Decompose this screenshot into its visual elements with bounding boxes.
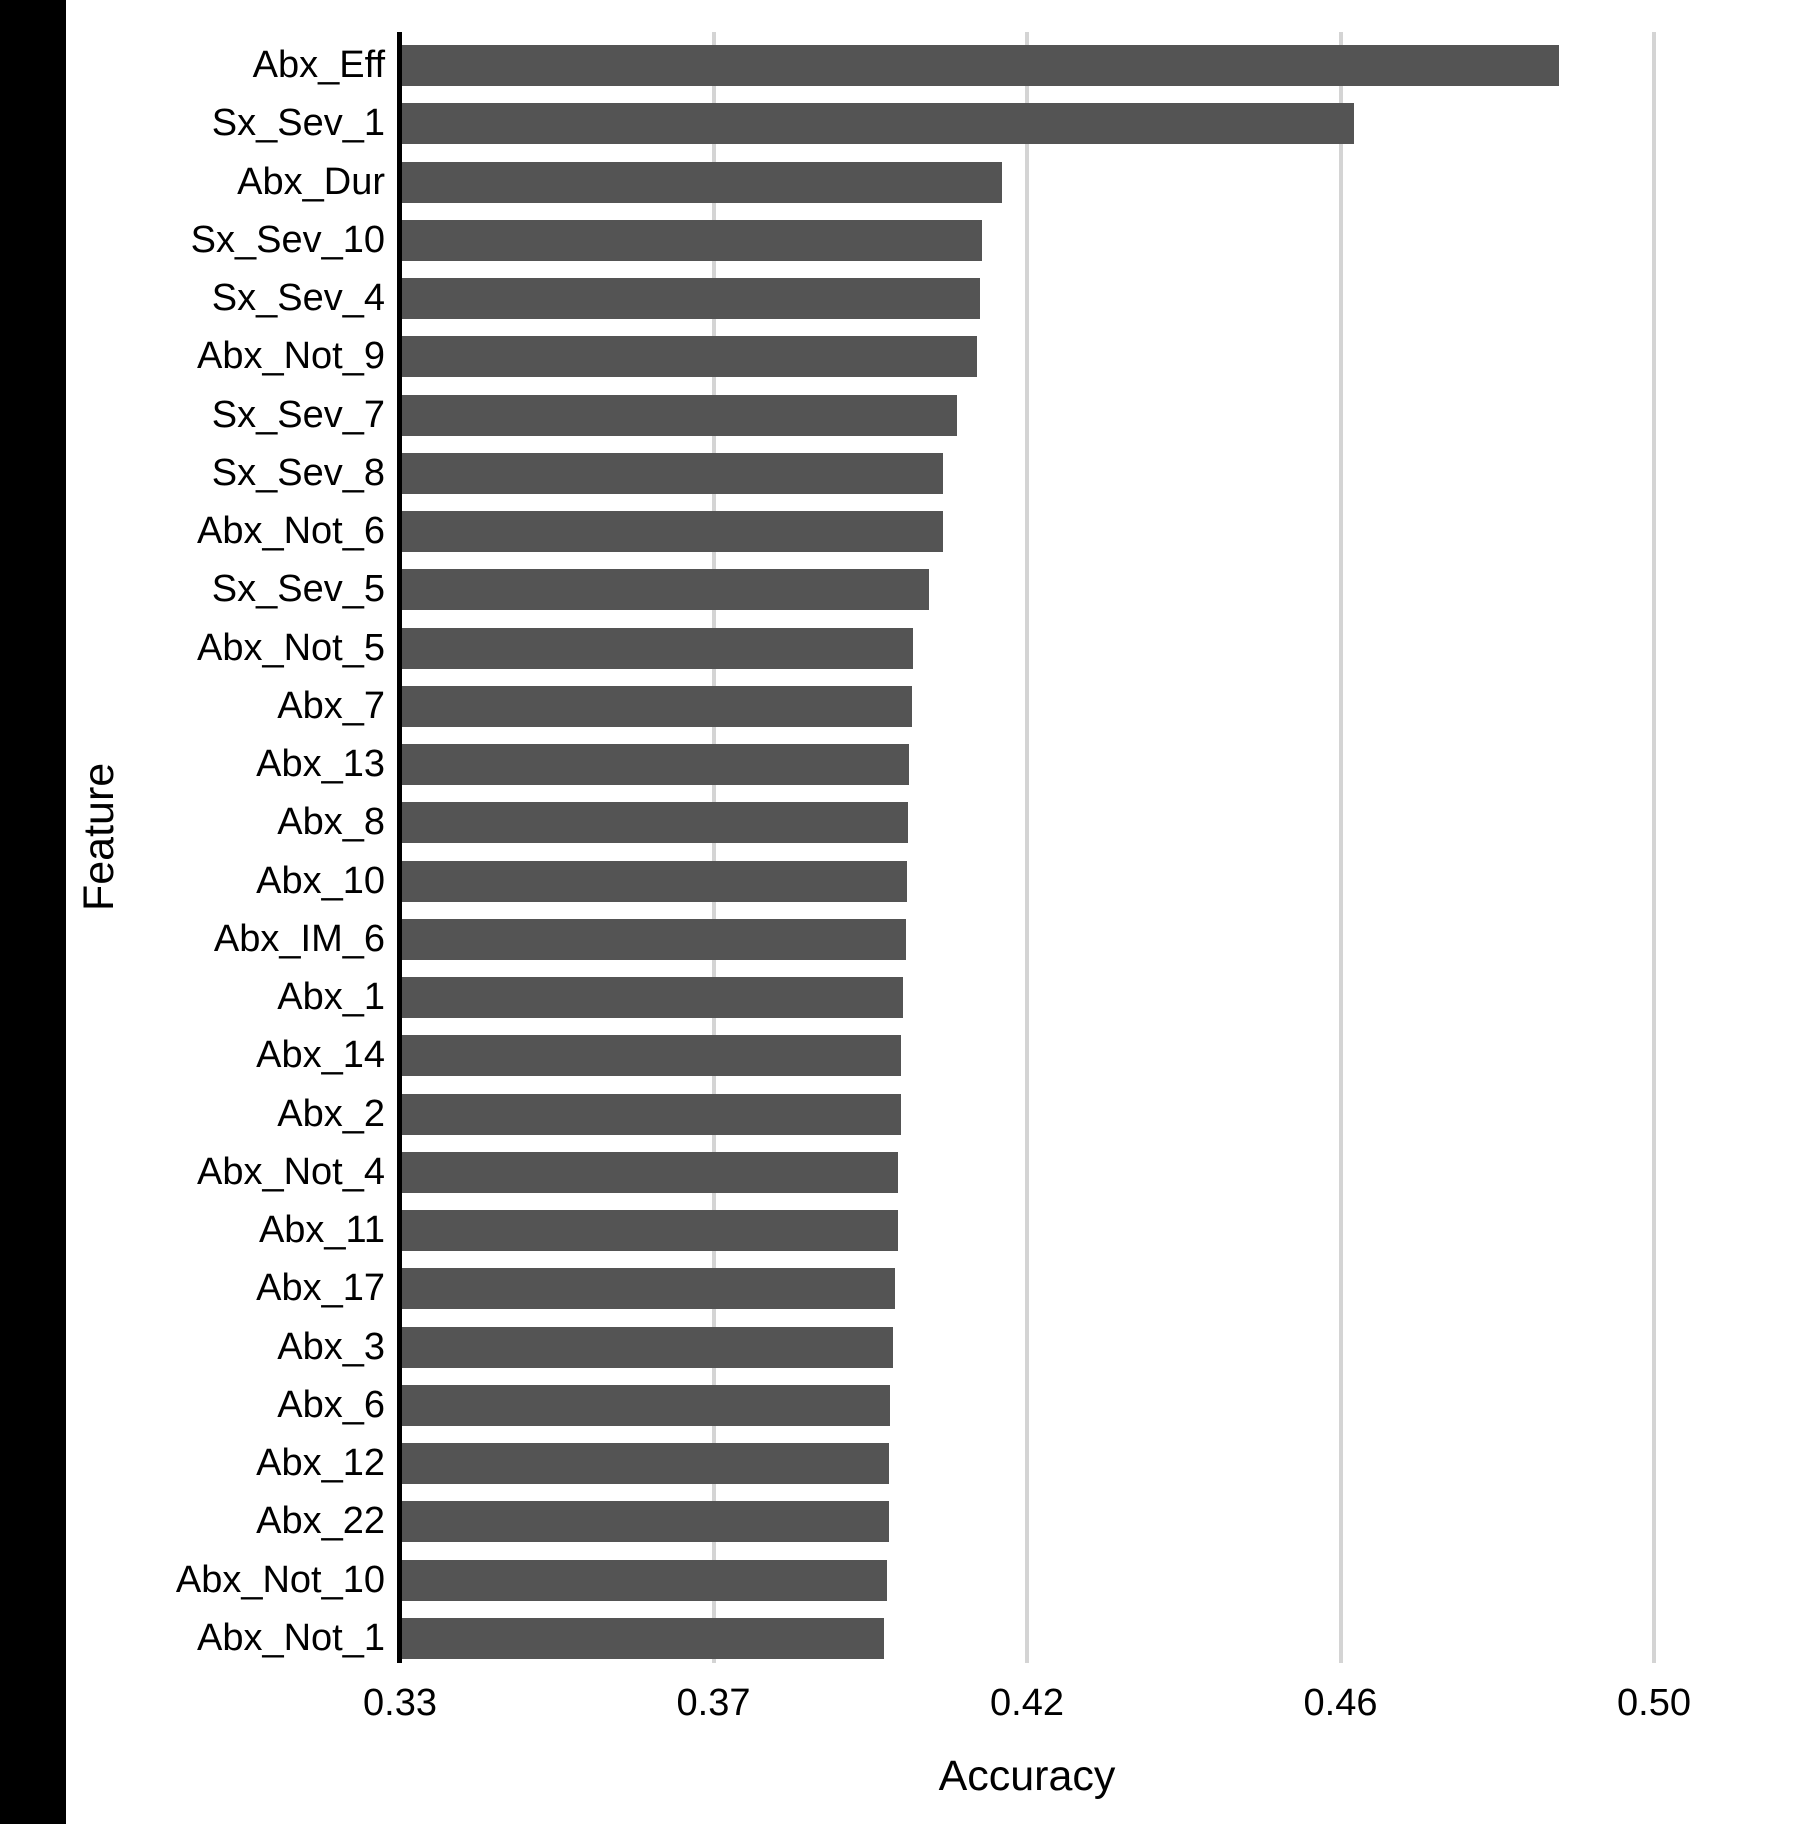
y-tick-label: Abx_3 bbox=[277, 1325, 385, 1368]
y-tick-label: Abx_1 bbox=[277, 976, 385, 1018]
y-tick-label: Sx_Sev_4 bbox=[211, 277, 385, 319]
y-tick-label: Abx_2 bbox=[277, 1092, 385, 1135]
y-tick-label: Abx_Not_10 bbox=[175, 1558, 385, 1601]
gridline bbox=[1025, 32, 1029, 1663]
y-tick-label: Sx_Sev_10 bbox=[190, 218, 385, 261]
y-tick-label: Abx_Not_9 bbox=[196, 335, 385, 378]
bar-Abx_Not_1 bbox=[402, 1618, 884, 1659]
x-axis-title: Accuracy bbox=[938, 1752, 1116, 1800]
x-tick-label: 0.37 bbox=[676, 1682, 751, 1724]
x-tick-label: 0.46 bbox=[1303, 1682, 1378, 1724]
bar-Abx_1 bbox=[402, 977, 903, 1018]
gridline bbox=[1339, 32, 1343, 1663]
bar-Sx_Sev_5 bbox=[402, 569, 929, 610]
y-tick-label: Abx_10 bbox=[256, 859, 385, 902]
bar-Sx_Sev_4 bbox=[402, 278, 980, 319]
bar-Abx_7 bbox=[402, 686, 912, 727]
bar-Abx_13 bbox=[402, 744, 909, 785]
y-tick-label: Abx_Not_4 bbox=[196, 1150, 385, 1193]
bar-Abx_22 bbox=[402, 1501, 889, 1542]
bar-Abx_Not_5 bbox=[402, 628, 913, 669]
left-black-band bbox=[0, 0, 66, 1824]
y-tick-label: Abx_14 bbox=[256, 1034, 385, 1077]
plot-area bbox=[400, 32, 1654, 1663]
bar-Abx_3 bbox=[402, 1327, 893, 1368]
bar-Abx_2 bbox=[402, 1094, 901, 1135]
bar-Abx_Not_9 bbox=[402, 336, 977, 377]
bar-Sx_Sev_8 bbox=[402, 453, 943, 494]
bar-Abx_6 bbox=[402, 1385, 890, 1426]
bar-Abx_Not_4 bbox=[402, 1152, 898, 1193]
y-tick-label: Abx_6 bbox=[277, 1383, 385, 1426]
bar-Abx_Not_10 bbox=[402, 1560, 887, 1601]
y-tick-label: Sx_Sev_5 bbox=[211, 568, 385, 611]
y-axis-title-text: Feature bbox=[75, 762, 123, 911]
bar-Sx_Sev_1 bbox=[402, 103, 1354, 144]
bar-Abx_14 bbox=[402, 1035, 901, 1076]
y-tick-label: Abx_Eff bbox=[252, 44, 385, 86]
bar-Abx_Not_6 bbox=[402, 511, 943, 552]
y-tick-label: Abx_11 bbox=[258, 1209, 385, 1251]
y-axis-line bbox=[397, 32, 402, 1663]
y-tick-label: Abx_IM_6 bbox=[213, 917, 385, 960]
y-tick-label: Abx_Not_6 bbox=[196, 510, 385, 552]
y-tick-label: Abx_17 bbox=[256, 1267, 385, 1310]
gridline bbox=[1652, 32, 1656, 1663]
bar-Abx_10 bbox=[402, 861, 907, 902]
y-tick-label: Abx_Dur bbox=[237, 160, 385, 203]
bar-Abx_11 bbox=[402, 1210, 898, 1251]
y-tick-label: Abx_12 bbox=[256, 1442, 385, 1484]
y-tick-label: Abx_22 bbox=[256, 1500, 385, 1543]
bar-Abx_Eff bbox=[402, 45, 1559, 86]
y-tick-label: Abx_Not_5 bbox=[196, 626, 385, 669]
x-tick-label: 0.33 bbox=[363, 1682, 437, 1724]
bar-Sx_Sev_7 bbox=[402, 395, 957, 436]
y-tick-label: Abx_8 bbox=[277, 801, 385, 844]
bar-Abx_IM_6 bbox=[402, 919, 906, 960]
bar-Abx_17 bbox=[402, 1268, 895, 1309]
y-tick-label: Abx_13 bbox=[256, 743, 385, 785]
x-tick-label: 0.42 bbox=[990, 1682, 1064, 1724]
bar-Abx_12 bbox=[402, 1443, 889, 1484]
y-tick-label: Abx_7 bbox=[277, 684, 385, 727]
y-tick-label: Sx_Sev_7 bbox=[211, 393, 385, 436]
bar-Abx_8 bbox=[402, 802, 908, 843]
bar-Sx_Sev_10 bbox=[402, 220, 982, 261]
bar-Abx_Dur bbox=[402, 162, 1002, 203]
y-tick-label: Sx_Sev_8 bbox=[211, 451, 385, 494]
x-tick-label: 0.50 bbox=[1617, 1682, 1691, 1724]
y-tick-label: Abx_Not_1 bbox=[196, 1616, 385, 1659]
y-tick-label: Sx_Sev_1 bbox=[211, 102, 385, 145]
